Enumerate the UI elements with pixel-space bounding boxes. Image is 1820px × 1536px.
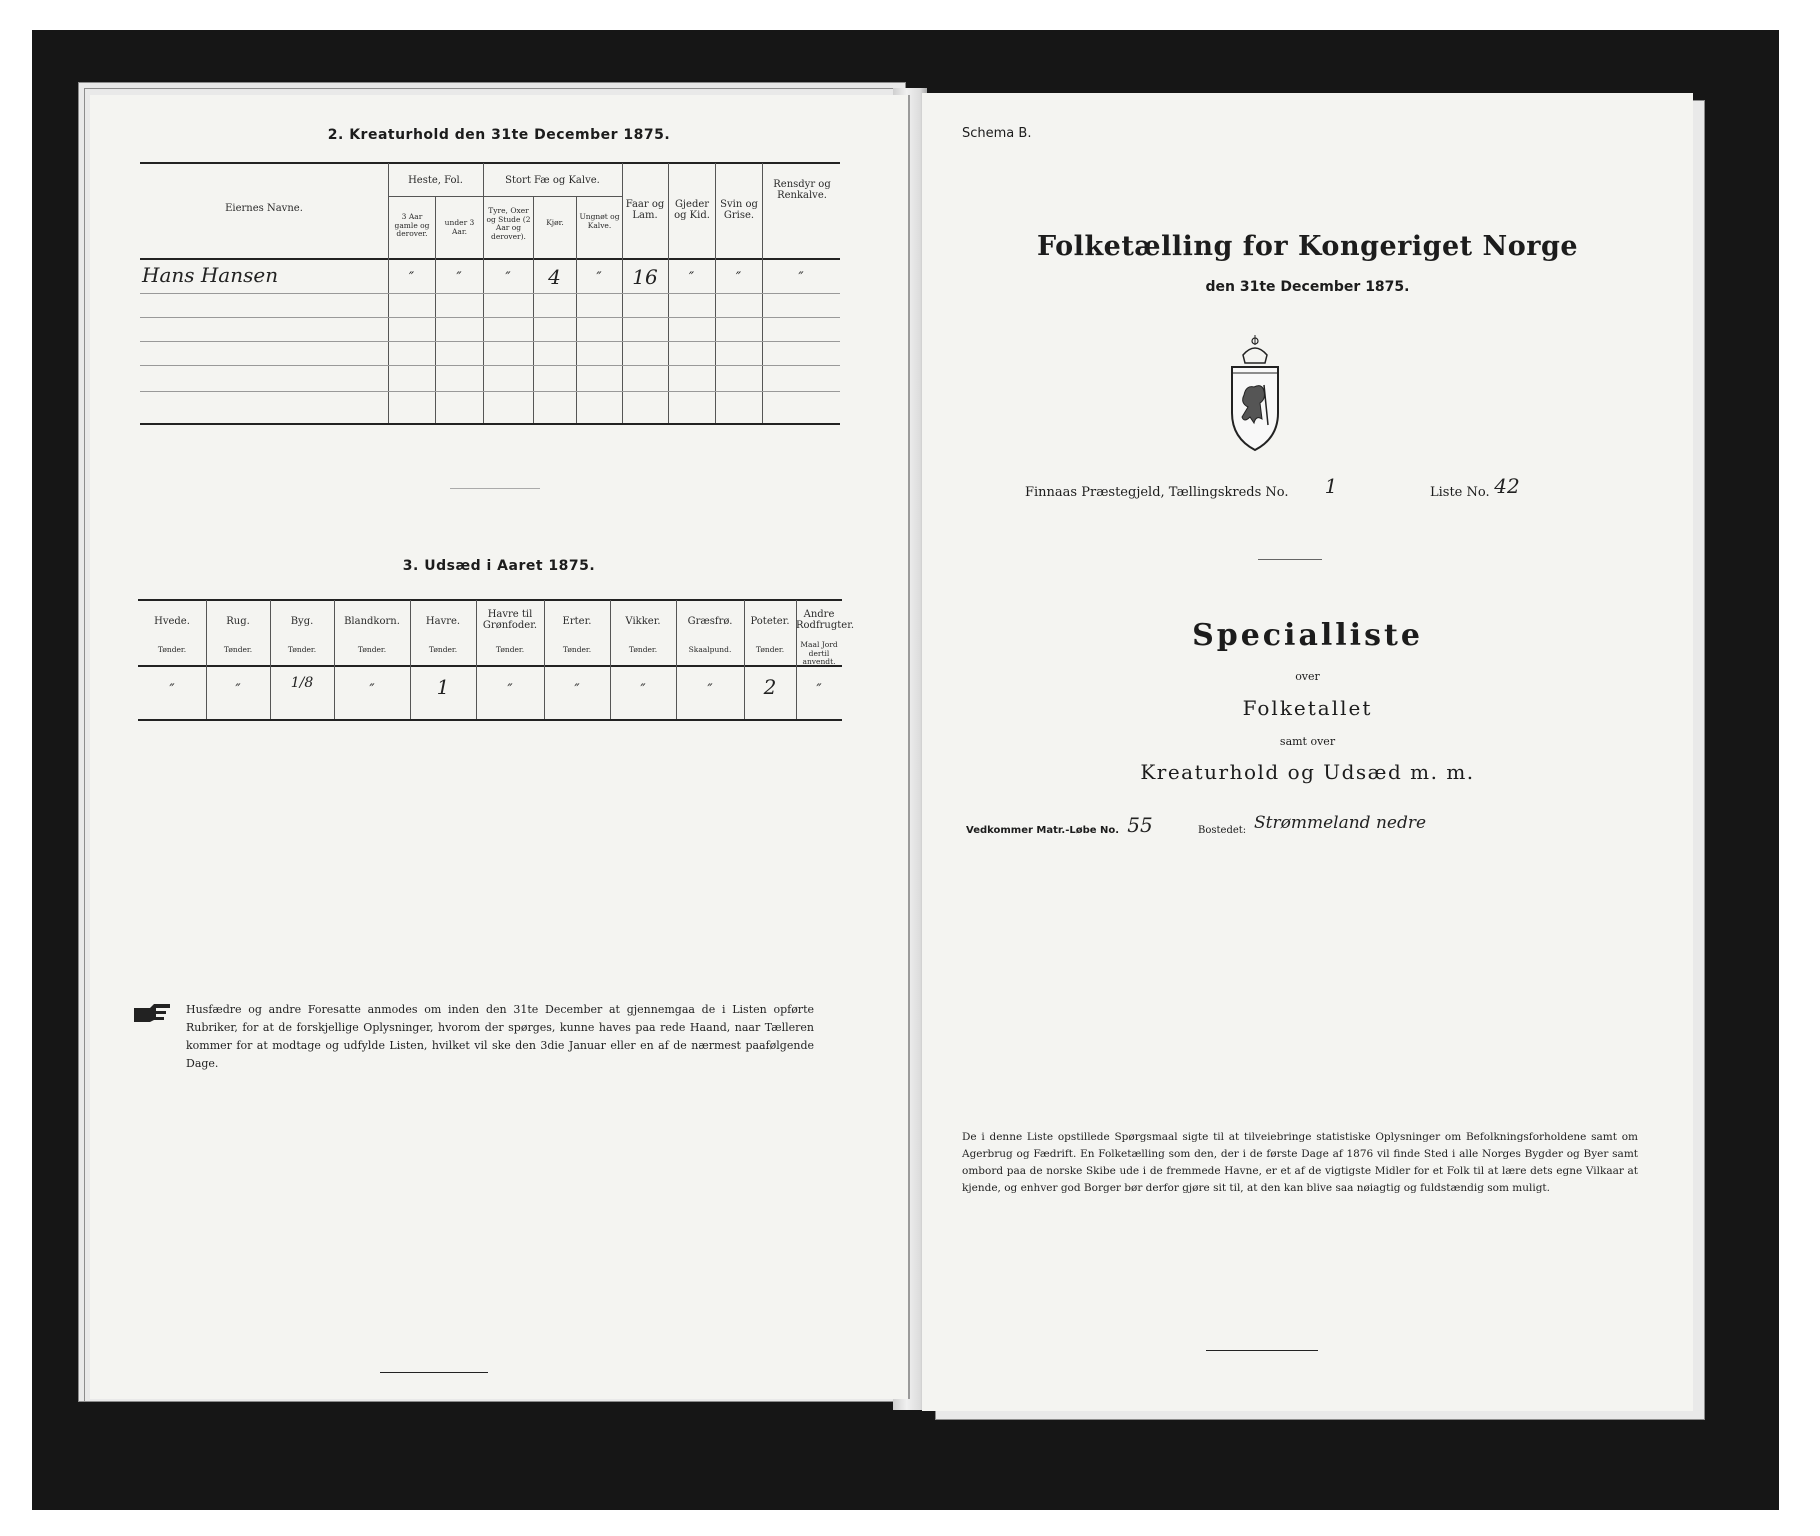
table3-header-8: Græsfrø. xyxy=(687,616,733,627)
samt-over-text: samt over xyxy=(1279,735,1336,748)
table3-value-1: ″ xyxy=(235,682,241,698)
title-date: den 31te December 1875. xyxy=(1205,279,1410,295)
header-eiernes-navne: Eiernes Navne. xyxy=(225,203,303,214)
value-faar: 16 xyxy=(632,265,658,289)
table2-col-line xyxy=(533,197,534,423)
over-text: over xyxy=(1295,670,1320,683)
folketallet-text: Folketallet xyxy=(1242,696,1373,720)
table2-col-line xyxy=(576,197,577,423)
district-kreds-no: 1 xyxy=(1324,474,1338,498)
table3-header-6: Erter. xyxy=(562,616,592,627)
table3-unit-3: Tønder. xyxy=(357,645,387,654)
header-fae-sub2: Kjør. xyxy=(546,218,564,227)
header-heste-sub1: 3 Aar gamle og derover. xyxy=(394,212,430,238)
table2-row-line xyxy=(140,391,840,392)
table3-value-7: ″ xyxy=(640,682,646,698)
kreaturhold-text: Kreaturhold og Udsæd m. m. xyxy=(1140,760,1475,784)
table3-value-5: ″ xyxy=(507,682,513,698)
table3-value-8: ″ xyxy=(707,682,713,698)
table3-unit-7: Tønder. xyxy=(628,645,658,654)
heste-sub-rule xyxy=(388,196,483,197)
bostedet-label: Bostedet: xyxy=(1198,825,1247,836)
header-stort-fae: Stort Fæ og Kalve. xyxy=(505,175,600,186)
table2-row-line xyxy=(140,341,840,342)
header-fae-sub1: Tyre, Oxer og Stude (2 Aar og derover). xyxy=(486,206,531,241)
table3-unit-2: Tønder. xyxy=(287,645,317,654)
table3-value-3: ″ xyxy=(369,682,375,698)
table3-unit-6: Tønder. xyxy=(562,645,592,654)
header-heste-sub2: under 3 Aar. xyxy=(444,218,475,236)
separator-short-right xyxy=(1258,559,1322,560)
liste-number: 42 xyxy=(1494,474,1520,498)
table3-value-0: ″ xyxy=(169,682,175,698)
district-prefix: Finnaas Præstegjeld, Tællingskreds No. xyxy=(1025,485,1289,500)
matr-label: Vedkommer Matr.-Løbe No. xyxy=(966,825,1120,836)
value-heste-1: ″ xyxy=(408,270,415,286)
value-tyre: ″ xyxy=(505,270,511,286)
header-heste: Heste, Fol. xyxy=(408,175,463,186)
header-rensdyr: Rensdyr og Renkalve. xyxy=(773,179,831,201)
left-page xyxy=(90,95,910,1399)
value-rensdyr: ″ xyxy=(798,270,804,286)
table3-header-7: Vikker. xyxy=(625,616,661,627)
table2-bottom-rule xyxy=(140,423,840,425)
right-page xyxy=(922,93,1693,1411)
specialliste-title: Specialliste xyxy=(1192,618,1423,653)
table3-header-0: Hvede. xyxy=(154,616,190,627)
main-title: Folketælling for Kongeriget Norge xyxy=(1036,231,1579,262)
table3-value-10: ″ xyxy=(816,682,822,698)
table3-header-3: Blandkorn. xyxy=(344,616,400,627)
value-heste-2: ″ xyxy=(456,270,462,286)
table3-unit-8: Skaalpund. xyxy=(688,645,732,654)
notice-text: Husfædre og andre Foresatte anmodes om inden den 31te December at gjennemgaa de i Listen opførte Rubriker, for at de forskjellige Oplysninger, hvorom der spørges, kunne haves paa rede Haand, naar Tælleren kommer for at modtage og udfylde Listen, hvilket vil ske den 3die Januar eller en af de nærmest paafølgende Dage. xyxy=(186,1003,814,1070)
table3-value-4: 1 xyxy=(436,675,450,699)
table3-header-1: Rug. xyxy=(226,616,250,627)
section2-title: 2. Kreaturhold den 31te December 1875. xyxy=(327,127,671,143)
liste-label: Liste No. xyxy=(1430,485,1490,500)
table3-top-rule xyxy=(138,599,842,601)
footer-rule xyxy=(380,1372,488,1373)
footer-rule-right xyxy=(1206,1350,1318,1351)
table2-row-line xyxy=(140,317,840,318)
separator-short xyxy=(450,488,540,489)
section3-title: 3. Udsæd i Aaret 1875. xyxy=(402,558,596,574)
table3-header-10: Andre Rodfrugter. xyxy=(796,609,855,631)
schema-label: Schema B. xyxy=(962,126,1032,141)
table2-top-rule xyxy=(140,162,840,164)
fae-sub-rule xyxy=(483,196,622,197)
info-paragraph: De i denne Liste opstillede Spørgsmaal sigte til at tilveiebringe statistiske Oplysninger om Befolkningsforholdene samt om Agerbrug og Fædrift. En Folketælling som den, der i de første Dage af 1876 vil finde Sted i alle Norges Bygder og Byer samt ombord paa de norske Skibe ude i de fremmede Havne, er et af de vigtigste Midler for et Folk til at lære dets egne Vilkaar at kjende, og enhver god Borger bør derfor gjøre sit til, at den kan blive saa nøiagtig og fuldstændig som muligt. xyxy=(962,1131,1638,1194)
owner-name: Hans Hansen xyxy=(142,263,279,287)
table3-unit-5: Tønder. xyxy=(495,645,525,654)
table2-row-line xyxy=(140,365,840,366)
table3-value-2: 1/8 xyxy=(290,675,314,691)
value-ungnot: ″ xyxy=(596,270,602,286)
table3-unit-1: Tønder. xyxy=(223,645,253,654)
table3-header-rule xyxy=(138,665,842,667)
table3-header-2: Byg. xyxy=(290,616,314,627)
value-svin: ″ xyxy=(735,270,742,286)
table3-value-6: ″ xyxy=(574,682,580,698)
norway-coat-of-arms-icon xyxy=(1228,333,1282,453)
table3-header-5: Havre til Grønfoder. xyxy=(482,609,538,631)
header-fae-sub3: Ungnøt og Kalve. xyxy=(579,212,620,230)
pointing-hand-icon xyxy=(132,1002,172,1024)
bostedet-value: Strømmeland nedre xyxy=(1254,813,1427,833)
table3-header-9: Poteter. xyxy=(750,616,790,627)
table3-unit-10: Maal Jord dertil anvendt. xyxy=(800,640,838,666)
table3-header-4: Havre. xyxy=(425,616,461,627)
matr-number: 55 xyxy=(1127,813,1153,837)
table3-value-9: 2 xyxy=(763,675,777,699)
header-gjeder: Gjeder og Kid. xyxy=(674,199,710,221)
header-svin: Svin og Grise. xyxy=(720,199,758,221)
table2-row-line xyxy=(140,293,840,294)
value-gjeder: ″ xyxy=(688,270,695,286)
table3-unit-4: Tønder. xyxy=(428,645,458,654)
table2-header-rule xyxy=(140,258,840,260)
header-faar: Faar og Lam. xyxy=(625,199,665,221)
value-kjor: 4 xyxy=(548,265,561,289)
table3-unit-0: Tønder. xyxy=(157,645,187,654)
table3-unit-9: Tønder. xyxy=(755,645,785,654)
table3-bottom-rule xyxy=(138,719,842,721)
